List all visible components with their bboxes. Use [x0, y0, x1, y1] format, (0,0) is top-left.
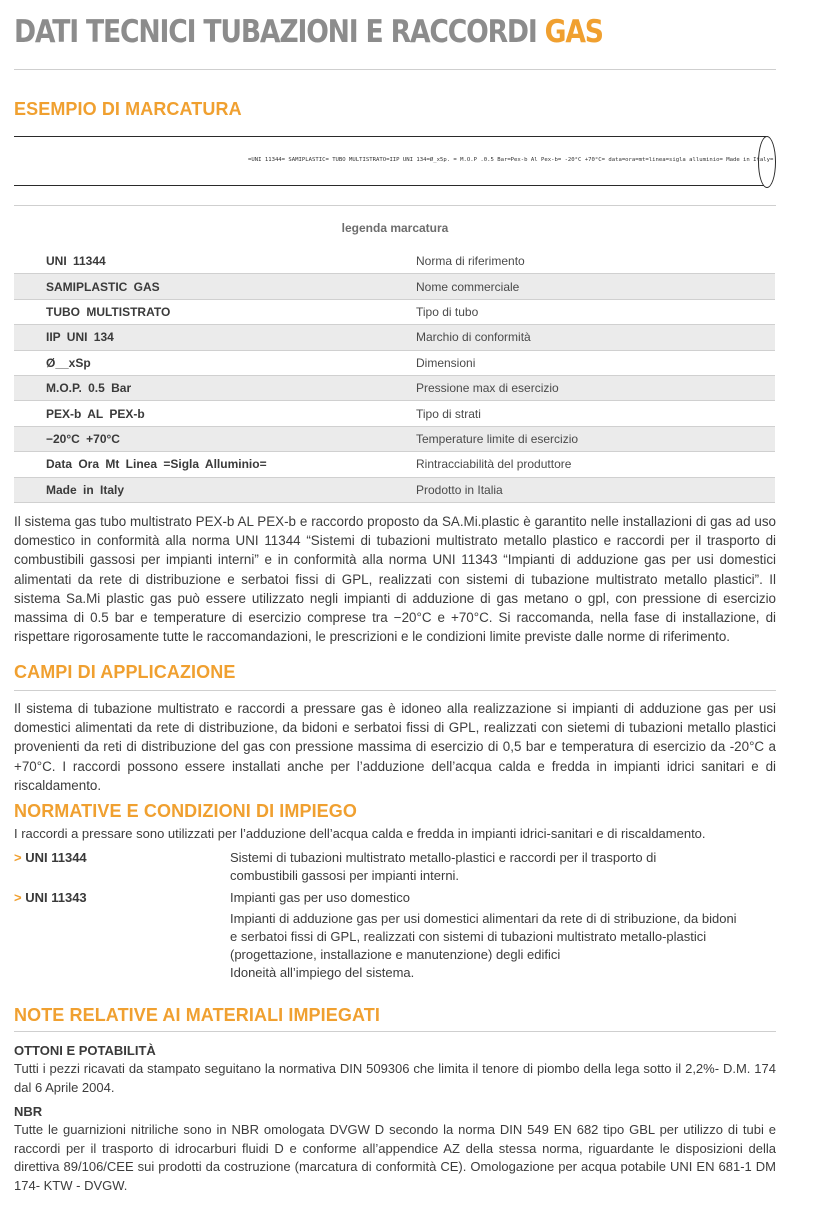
legend-value: Marchio di conformità: [416, 325, 775, 350]
legend-key: IIP UNI 134: [14, 325, 416, 350]
applications-divider: [14, 690, 776, 691]
brass-subheading: OTTONI E POTABILITÀ: [14, 1043, 156, 1058]
norm-line: Impianti gas per uso domestico: [230, 890, 410, 905]
legend-value: Prodotto in Italia: [416, 477, 775, 502]
table-row: [14, 426, 775, 451]
materials-divider: [14, 1031, 776, 1032]
norm-description: [230, 889, 770, 982]
legend-value: Norma di riferimento: [416, 249, 775, 274]
legend-value: Tipo di strati: [416, 401, 775, 426]
legend-key: PEX-b AL PEX-b: [14, 401, 416, 426]
legend-key: −20°C +70°C: [14, 426, 416, 451]
table-row: [14, 274, 775, 299]
legend-value: Pressione max di esercizio: [416, 375, 775, 400]
table-row: [14, 325, 775, 350]
norm-line: Sistemi di tubazioni multistrato metallo-plastici e raccordi per il trasporto di: [230, 850, 657, 865]
pipe-bottom-edge: [14, 185, 766, 186]
pipe-marking-text: =UNI 11344= SAMIPLASTIC= TUBO MULTISTRATO=IIP UNI 134=Ø_x5p. = M.O.P .0.5 Bar=Pex-b Al Pex-b= -20°C +70°C= data=ora=mt=linea=sigla alluminio= Made in Italy=: [248, 157, 774, 163]
legend-key: TUBO MULTISTRATO: [14, 299, 416, 324]
legend-key: UNI 11344: [14, 249, 416, 274]
norms-intro: I raccordi a pressare sono utilizzati per l’adduzione dell’acqua calda e fredda in impianti idrici-sanitari e di riscaldamento.: [14, 826, 706, 841]
chevron-right-icon: >: [14, 890, 22, 905]
legend-value: Dimensioni: [416, 350, 775, 375]
norm-line: (progettazione, installazione e manutenzione) degli edifici: [230, 947, 561, 962]
norm-code: UNI 11343: [25, 890, 87, 905]
nbr-subheading: NBR: [14, 1104, 43, 1119]
table-row: [14, 299, 775, 324]
legend-value: Nome commerciale: [416, 274, 775, 299]
applications-text: Il sistema di tubazione multistrato e raccordi a pressare gas è idoneo alla realizzazione si impianti di adduzione gas per usi domestici alimentati da rete di distribuzione, da bidoni e serbatoi fissi di GPL, realizzati con sietemi di tubazioni metallo plastici provenienti da reti di distribuzione del gas con pressione massima di esercizio di 0,5 bar e temperatura di esercizio da -20°C a +70°C. I raccordi possono essere installati anche per l’adduzione dell’acqua calda e fredda in impianti idrici sanitari e di riscaldamento.: [14, 701, 776, 793]
legend-key: SAMIPLASTIC GAS: [14, 274, 416, 299]
title-divider: [14, 69, 776, 70]
norm-line: e serbatoi fissi di GPL, realizzati con sistemi di tubazioni multistrato metallo-plastici: [230, 929, 707, 944]
table-row: [14, 249, 775, 274]
legend-title: legenda marcatura: [341, 221, 449, 235]
legend-key: Data Ora Mt Linea =Sigla Alluminio=: [14, 452, 416, 477]
norm-code: UNI 11344: [25, 850, 87, 865]
norm-line: combustibili gassosi per impianti interni.: [230, 868, 460, 883]
norm-line: Impianti di adduzione gas per usi domestici alimentari da rete di di stribuzione, da bidoni: [230, 911, 737, 926]
chevron-right-icon: >: [14, 850, 22, 865]
table-row: [14, 350, 775, 375]
table-row: [14, 375, 775, 400]
table-row: [14, 477, 775, 502]
legend-divider: [14, 205, 776, 206]
brass-text: Tutti i pezzi ricavati da stampato seguitano la normativa DIN 509306 che limita il tenore di piombo della lega sotto il 2,2%- D.M. 174 dal 6 Aprile 2004.: [14, 1061, 776, 1095]
page-title-accent: GAS: [544, 14, 603, 50]
legend-key: Ø__xSp: [14, 350, 416, 375]
norm-line: Idoneità all’impiego del sistema.: [230, 965, 415, 980]
marking-heading: ESEMPIO DI MARCATURA: [14, 99, 242, 119]
pipe-marking-illustration: [14, 136, 774, 188]
legend-value: Temperature limite di esercizio: [416, 426, 775, 451]
applications-heading: CAMPI DI APPLICAZIONE: [14, 662, 236, 682]
norm-item-uni-11343: [14, 890, 87, 905]
norm-description: [230, 849, 770, 885]
legend-key: Made in Italy: [14, 477, 416, 502]
legend-value: Rintracciabilità del produttore: [416, 452, 775, 477]
norms-heading: NORMATIVE E CONDIZIONI DI IMPIEGO: [14, 801, 357, 821]
table-row: [14, 401, 775, 426]
norm-item-uni-11344: [14, 850, 87, 865]
legend-value: Tipo di tubo: [416, 299, 775, 324]
table-row: [14, 452, 775, 477]
page-title-main: DATI TECNICI TUBAZIONI E RACCORDI: [14, 14, 537, 50]
legend-key: M.O.P. 0.5 Bar: [14, 375, 416, 400]
materials-heading: NOTE RELATIVE AI MATERIALI IMPIEGATI: [14, 1005, 380, 1025]
page-title: [14, 14, 603, 50]
system-description: Il sistema gas tubo multistrato PEX-b AL PEX-b e raccordo proposto da SA.Mi.plastic è garantito nelle installazioni di gas ad uso domestico in conformità alla norma UNI 11344 “Sistemi di tubazioni multistrato metallo plastico e raccordi per il trasporto di combustibili gassosi per impianti interni” e in conformità alla norma UNI 11343 “Impianti di adduzione gas per usi domestici alimentati da rete di distribuzione e serbatoi fissi di GPL, realizzati con sistemi di tubazione multistrato metallo plastici”. Il sistema Sa.Mi plastic gas può essere utilizzato negli impianti di adduzione di gas metano o gpl, con pressione di esercizio massima di 0.5 bar e temperature di esercizio comprese tra −20°C e +70°C. Si raccomanda, nella fase di installazione, di rispettare rigorosamente tutte le raccomandazioni, le prescrizioni e le condizioni limite previste dalle norme di riferimento.: [14, 514, 776, 645]
pipe-top-edge: [14, 136, 766, 137]
legend-table: [14, 249, 775, 503]
nbr-text: Tutte le guarnizioni nitriliche sono in NBR omologata DVGW D secondo la norma DIN 549 EN 682 tipo GBL per utilizzo di tubi e raccordi per il trasporto di idrocarburi fluidi D e conforme all’appendice AZ della stessa norma, riguardante le disposizioni della direttiva 89/106/CEE sui prodotti da costruzione (marcatura di conformità CE). Omologazione per acqua potabile UNI EN 681-1 DM 174- KTW - DVGW.: [14, 1122, 776, 1193]
